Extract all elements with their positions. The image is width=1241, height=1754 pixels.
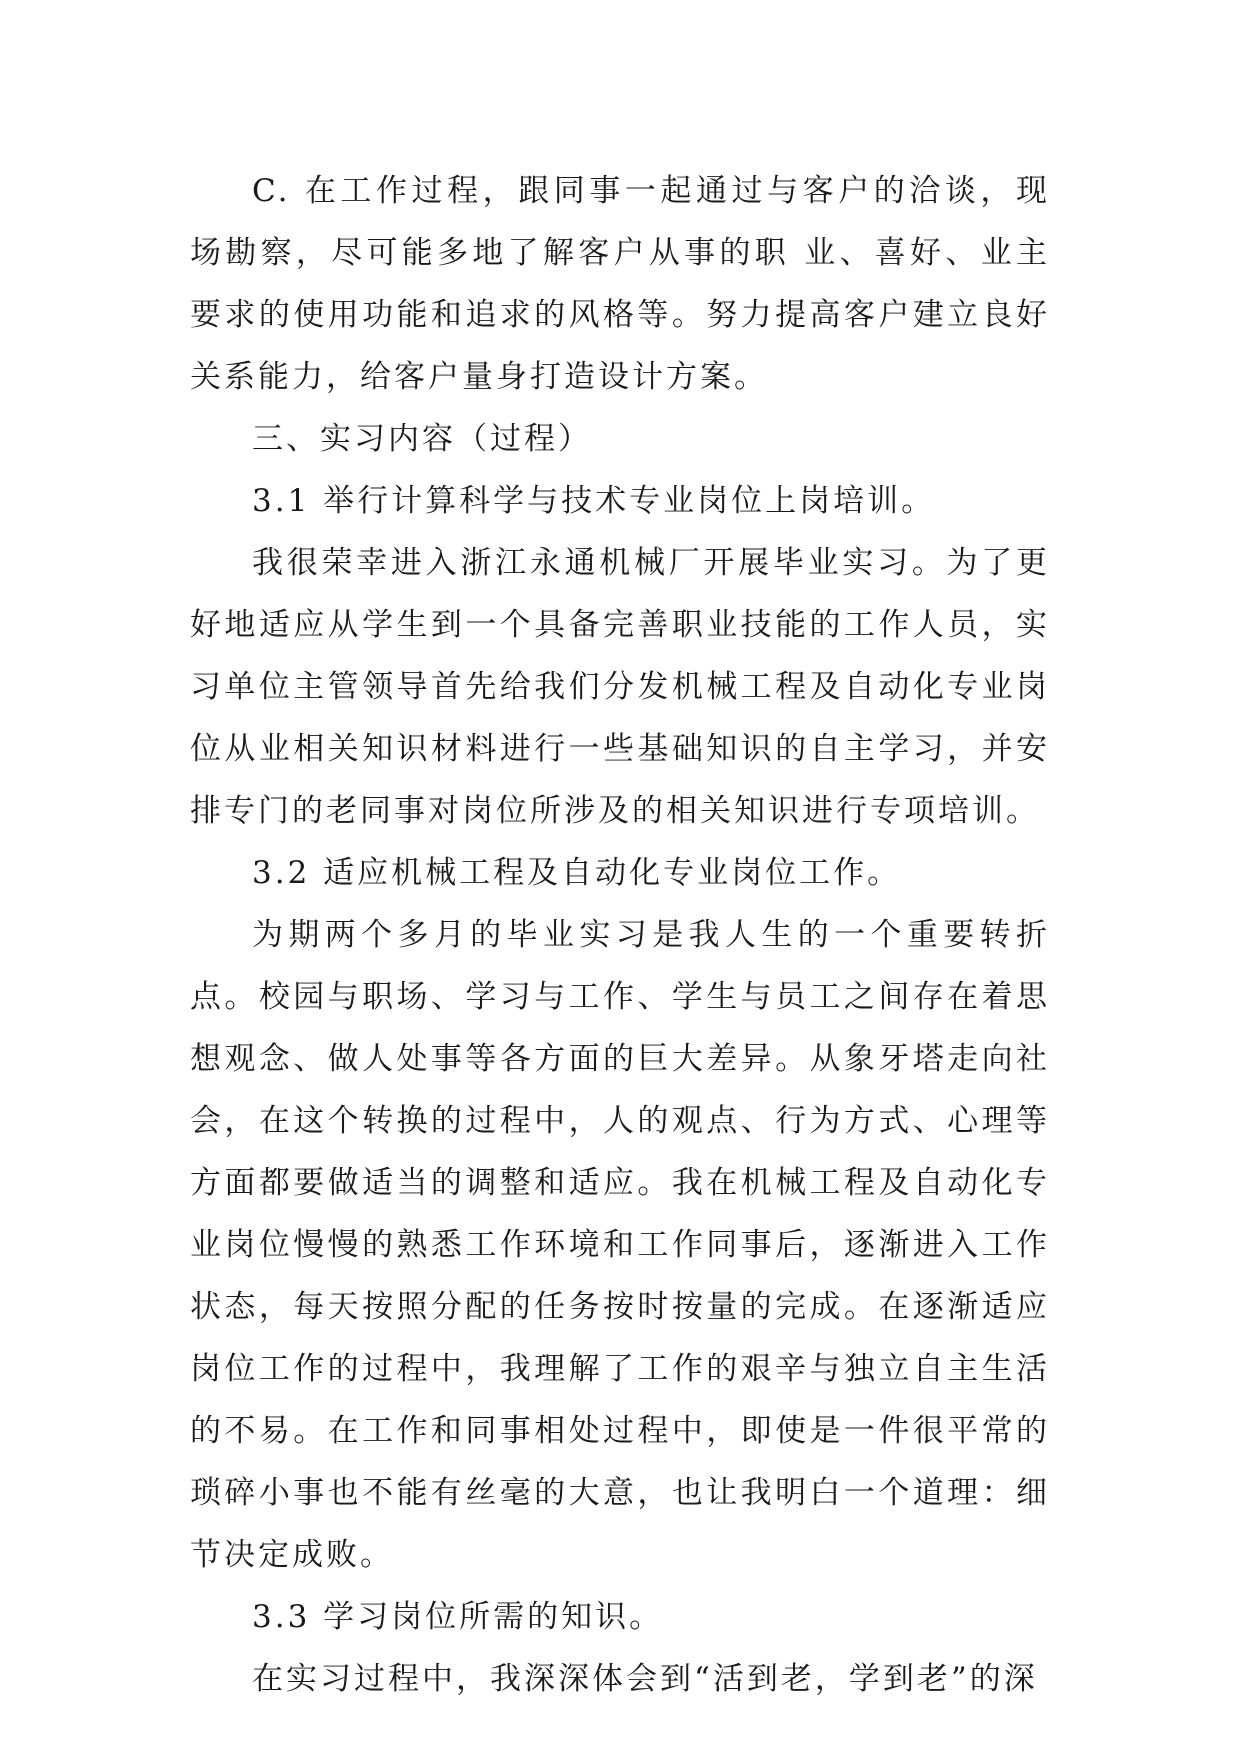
subheading-3-2: 3.2 适应机械工程及自动化专业岗位工作。 [252,855,902,891]
paragraph-adaptation: 为期两个多月的毕业实习是我人生的一个重要转折点。校园与职场、学习与工作、学生与员工之间存在着思想观念、做人处事等各方面的巨大差异。从象牙塔走向社会，在这个转换的过程中，人的观点、行为方式、心理等方面都要做适当的调整和适应。我在机械工程及自动化专业岗位慢慢的熟悉工作环境和工作同事后，逐渐进入工作状态，每天按照分配的任务按时按量的完成。在逐渐适应岗位工作的过程中，我理解了工作的艰辛与独立自主生活的不易。在工作和同事相处过程中，即使是一件很平常的琐碎小事也不能有丝毫的大意，也让我明白一个道理：细节决定成败。 [190,917,1050,1573]
document-body [190,160,1050,1710]
paragraph-client-communication: C. 在工作过程，跟同事一起通过与客户的洽谈，现场勘察，尽可能多地了解客户从事的职 业、喜好、业主要求的使用功能和追求的风格等。努力提高客户建立良好关系能力，给客户量身打造设计方案。 [190,173,1050,395]
subheading-3-1: 3.1 举行计算科学与技术专业岗位上岗培训。 [252,483,936,519]
subheading-3-3: 3.3 学习岗位所需的知识。 [252,1599,664,1635]
paragraph-training: 我很荣幸进入浙江永通机械厂开展毕业实习。为了更好地适应从学生到一个具备完善职业技能的工作人员，实习单位主管领导首先给我们分发机械工程及自动化专业岗位从业相关知识材料进行一些基础知识的自主学习，并安排专门的老同事对岗位所涉及的相关知识进行专项培训。 [190,545,1050,829]
paragraph-learning: 在实习过程中，我深深体会到“活到老，学到老”的深 [252,1661,1038,1697]
section-heading-internship-content: 三、实习内容（过程） [252,421,592,457]
